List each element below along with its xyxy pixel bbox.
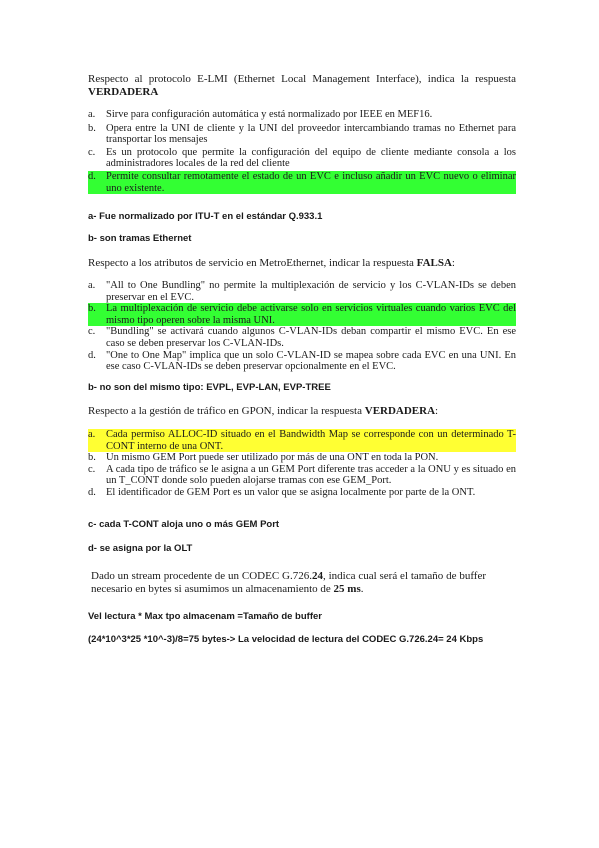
answer-4-calculation: (24*10^3*25 *10^-3)/8=75 bytes-> La velocidad de lectura del CODEC G.726.24= 24 Kbps bbox=[88, 634, 484, 645]
answer-4-formula: Vel lectura * Max tpo almacenam =Tamaño de buffer bbox=[88, 611, 322, 622]
option-2a bbox=[88, 280, 516, 303]
option-letter: c. bbox=[88, 463, 96, 475]
question-2-emphasis: FALSA bbox=[416, 257, 452, 269]
option-letter: b. bbox=[88, 122, 96, 134]
option-letter: d. bbox=[88, 170, 96, 182]
question-4-emphasis-1: 24 bbox=[311, 570, 323, 582]
option-2c bbox=[88, 326, 516, 349]
answer-2b: b- no son del mismo tipo: EVPL, EVP-LAN, EVP-TREE bbox=[88, 382, 331, 393]
question-4-mid: , indica cual será el tamaño de buffer necesario en bytes si asumimos un almacenamiento de bbox=[91, 570, 486, 595]
question-4 bbox=[91, 570, 486, 596]
question-3-suffix: : bbox=[435, 405, 439, 417]
option-text: Opera entre la UNI de cliente y la UNI del proveedor intercambiando tramas no Ethernet para transportar los mensajes bbox=[106, 122, 516, 146]
option-text: "One to One Map" implica que un solo C-VLAN-ID se mapea sobre cada EVC en una UNI. En ese caso C-VLAN-IDs se deben preservar opcionalmente en el EVC. bbox=[106, 349, 516, 373]
question-3 bbox=[88, 405, 516, 418]
option-text: Sirve para configuración automática y está normalizado por IEEE en MEF16. bbox=[106, 109, 433, 120]
answer-3c: c- cada T-CONT aloja uno o más GEM Port bbox=[88, 519, 280, 530]
option-2d bbox=[88, 350, 516, 373]
option-text: La multiplexación de servicio debe activarse solo en servicios virtuales cuando varios EVC del mismo tipo operen sobre la misma UNI. bbox=[106, 303, 516, 326]
question-1-options bbox=[88, 109, 516, 194]
option-1b bbox=[88, 123, 516, 146]
option-text: "All to One Bundling" no permite la multiplexación de servicio y los C-VLAN-IDs se deben preservar en el EVC. bbox=[106, 280, 516, 303]
option-text: Es un protocolo que permite la configuración del equipo de cliente mediante consola a los administradores locales de la red del cliente bbox=[106, 146, 516, 170]
option-1a bbox=[88, 109, 516, 121]
option-letter: c. bbox=[88, 326, 96, 338]
question-4-text: Dado un stream procedente de un CODEC G.726. bbox=[91, 570, 312, 582]
option-letter: a. bbox=[88, 429, 96, 440]
option-letter: c. bbox=[88, 146, 96, 158]
option-1c bbox=[88, 147, 516, 170]
option-3a-correct bbox=[88, 429, 516, 452]
question-2 bbox=[88, 257, 516, 270]
option-text: A cada tipo de tráfico se le asigna a un GEM Port diferente tras acceder a la ONU y es situado en un T_CONT donde solo pueden alojarse tramas con ese GEM_Port. bbox=[106, 463, 516, 487]
question-3-options bbox=[88, 429, 516, 499]
question-2-options bbox=[88, 280, 516, 373]
option-text: El identificador de GEM Port es un valor que se asigna localmente por parte de la ONT. bbox=[106, 486, 476, 498]
option-3b bbox=[88, 452, 516, 464]
option-letter: a. bbox=[88, 280, 96, 291]
question-1 bbox=[88, 73, 516, 99]
question-4-emphasis-2: 25 ms bbox=[333, 583, 361, 595]
option-letter: d. bbox=[88, 486, 96, 498]
option-1d-correct bbox=[88, 171, 516, 194]
question-3-text: Respecto a la gestión de tráfico en GPON, indicar la respuesta bbox=[88, 405, 365, 417]
answer-1a: a- Fue normalizado por ITU-T en el estándar Q.933.1 bbox=[88, 211, 323, 222]
option-text: Permite consultar remotamente el estado de un EVC e incluso añadir un EVC nuevo o eliminar uno existente. bbox=[106, 170, 516, 194]
option-letter: b. bbox=[88, 303, 96, 315]
option-letter: b. bbox=[88, 452, 96, 464]
option-3c bbox=[88, 464, 516, 487]
question-1-emphasis: VERDADERA bbox=[88, 86, 159, 98]
question-2-text: Respecto a los atributos de servicio en MetroEthernet, indicar la respuesta bbox=[88, 257, 417, 269]
question-3-emphasis: VERDADERA bbox=[364, 405, 436, 417]
answer-1b: b- son tramas Ethernet bbox=[88, 233, 192, 244]
option-text: "Bundling" se activará cuando algunos C-VLAN-IDs deban compartir el mismo EVC. En ese caso se deben preservar los C-VLAN-IDs. bbox=[106, 326, 516, 349]
option-3d bbox=[88, 487, 516, 499]
question-2-suffix: : bbox=[451, 257, 455, 269]
option-text: Un mismo GEM Port puede ser utilizado por más de una ONT en toda la PON. bbox=[106, 452, 439, 464]
option-2b-correct bbox=[88, 303, 516, 326]
option-letter: d. bbox=[88, 349, 96, 361]
answer-3d: d- se asigna por la OLT bbox=[88, 543, 193, 554]
question-4-suffix: . bbox=[360, 583, 364, 595]
option-text: Cada permiso ALLOC-ID situado en el Bandwidth Map se corresponde con un determinado T-CONT interno de una ONT. bbox=[106, 429, 516, 452]
option-letter: a. bbox=[88, 109, 96, 120]
question-1-text: Respecto al protocolo E-LMI (Ethernet Local Management Interface), indica la respuesta bbox=[88, 73, 516, 85]
